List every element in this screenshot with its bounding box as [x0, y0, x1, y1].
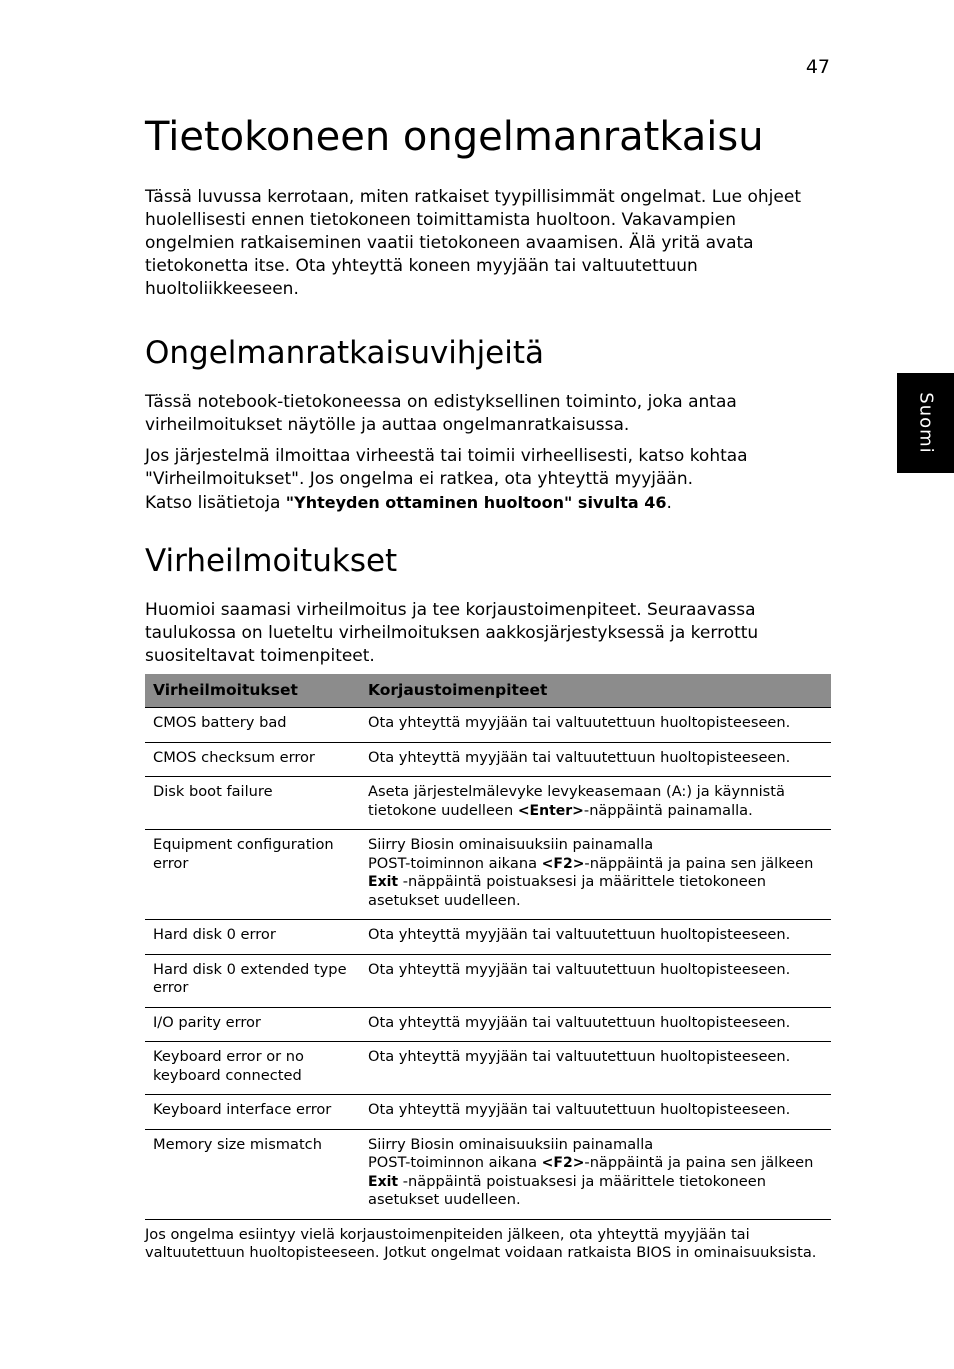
action-text: -näppäintä ja paina sen jälkeen	[584, 1154, 814, 1171]
language-tab-label: Suomi	[915, 392, 936, 454]
table-row	[145, 742, 831, 777]
language-tab	[897, 373, 954, 473]
action-cell: Ota yhteyttä myyjään tai valtuutettuun huoltopisteeseen.	[360, 1042, 831, 1095]
action-line: Siirry Biosin ominaisuuksiin painamalla	[368, 1135, 654, 1153]
page-title: Tietokoneen ongelmanratkaisu	[145, 114, 764, 160]
error-message-cell: Keyboard interface error	[145, 1095, 360, 1130]
error-message-cell: Equipment configuration error	[145, 830, 360, 920]
exit-key-label: Exit	[368, 1173, 399, 1190]
action-line: Aseta järjestelmälevyke levykeasemaan (A:) ja käynnistä	[368, 783, 785, 800]
errors-intro: Huomioi saamasi virheilmoitus ja tee korjaustoimenpiteet. Seuraavassa taulukossa on lueteltu virheilmoituksen aakkosjärjestyksessä ja kerrottu suositeltavat toimenpiteet.	[145, 600, 759, 666]
action-cell: Ota yhteyttä myyjään tai valtuutettuun huoltopisteeseen.	[360, 1007, 831, 1042]
action-line: asetukset uudelleen.	[368, 891, 521, 909]
action-line	[368, 855, 823, 874]
error-message-cell: Disk boot failure	[145, 777, 360, 830]
tips-heading: Ongelmanratkaisuvihjeitä	[145, 335, 545, 371]
tips-paragraph-1: Tässä notebook-tietokoneessa on edistyksellinen toiminto, joka antaa virheilmoitukset näytölle ja auttaa ongelmanratkaisussa.	[145, 392, 737, 435]
table-header-row	[145, 674, 831, 708]
tips-ref-prefix: Katso lisätietoja	[145, 493, 286, 513]
table-row	[145, 1007, 831, 1042]
errors-heading: Virheilmoitukset	[145, 543, 398, 579]
action-cell: Ota yhteyttä myyjään tai valtuutettuun huoltopisteeseen.	[360, 1095, 831, 1130]
column-header-messages: Virheilmoitukset	[145, 674, 360, 708]
action-cell	[360, 1129, 831, 1219]
action-text: tietokone uudelleen	[368, 801, 518, 819]
action-text: POST-toiminnon aikana	[368, 1154, 542, 1171]
action-line: asetukset uudelleen.	[368, 1191, 521, 1208]
page-content	[145, 112, 831, 1277]
action-text: -näppäintä painamalla.	[583, 801, 753, 819]
f2-key-label: <F2>	[541, 1155, 585, 1171]
page-number: 47	[805, 56, 830, 78]
tips-paragraph-2	[145, 445, 831, 515]
action-line	[368, 1173, 823, 1192]
exit-key-label: Exit	[368, 874, 399, 890]
action-line	[368, 802, 823, 821]
action-cell: Ota yhteyttä myyjään tai valtuutettuun huoltopisteeseen.	[360, 708, 831, 743]
tips-ref-suffix: .	[666, 493, 672, 513]
error-message-cell: CMOS battery bad	[145, 708, 360, 743]
action-text: -näppäintä poistuaksesi ja määrittele tietokoneen	[398, 1172, 766, 1190]
error-table	[145, 674, 831, 1220]
error-message-cell: Hard disk 0 error	[145, 920, 360, 955]
action-text: POST-toiminnon aikana	[368, 854, 542, 872]
table-footnote: Jos ongelma esiintyy vielä korjaustoimenpiteiden jälkeen, ota yhteyttä myyjään tai valtuutettuun huoltopisteeseen. Jotkut ongelmat voidaan ratkaista BIOS in ominaisuuksista.	[145, 1225, 817, 1261]
table-row	[145, 830, 831, 920]
table-row	[145, 920, 831, 955]
action-cell	[360, 777, 831, 830]
table-row	[145, 777, 831, 830]
action-cell: Ota yhteyttä myyjään tai valtuutettuun huoltopisteeseen.	[360, 954, 831, 1007]
action-line	[368, 873, 823, 892]
error-message-cell: Hard disk 0 extended type error	[145, 954, 360, 1007]
table-row	[145, 1129, 831, 1219]
action-cell: Ota yhteyttä myyjään tai valtuutettuun huoltopisteeseen.	[360, 920, 831, 955]
action-line: Siirry Biosin ominaisuuksiin painamalla	[368, 836, 654, 853]
table-row	[145, 1042, 831, 1095]
error-message-cell: Keyboard error or no keyboard connected	[145, 1042, 360, 1095]
table-row	[145, 708, 831, 743]
error-message-cell: Memory size mismatch	[145, 1129, 360, 1219]
table-row	[145, 954, 831, 1007]
action-cell: Ota yhteyttä myyjään tai valtuutettuun huoltopisteeseen.	[360, 742, 831, 777]
error-message-cell: CMOS checksum error	[145, 742, 360, 777]
column-header-actions: Korjaustoimenpiteet	[360, 674, 831, 708]
action-text: -näppäintä poistuaksesi ja määrittele tietokoneen	[398, 873, 766, 890]
enter-key-label: <Enter>	[517, 802, 584, 819]
action-cell	[360, 830, 831, 920]
tips-paragraph-2-text: Jos järjestelmä ilmoittaa virheestä tai toimii virheellisesti, katso kohtaa "Virheilmoitukset". Jos ongelma ei ratkea, ota yhteyttä myyjään.	[145, 446, 748, 489]
table-row	[145, 1095, 831, 1130]
f2-key-label: <F2>	[541, 855, 585, 872]
action-text: -näppäintä ja paina sen jälkeen	[584, 854, 814, 872]
service-contact-link[interactable]: "Yhteyden ottaminen huoltoon" sivulta 46	[285, 493, 667, 512]
action-line	[368, 1154, 823, 1173]
error-message-cell: I/O parity error	[145, 1007, 360, 1042]
intro-paragraph: Tässä luvussa kerrotaan, miten ratkaiset tyypillisimmät ongelmat. Lue ohjeet huolellisesti ennen tietokoneen toimittamista huoltoon. Vakavampien ongelmien ratkaiseminen vaatii tietokoneen avaamisen. Älä yritä avata tietokonetta itse. Ota yhteyttä koneen myyjään tai valtuutettuun huoltoliikkeeseen.	[145, 187, 801, 299]
